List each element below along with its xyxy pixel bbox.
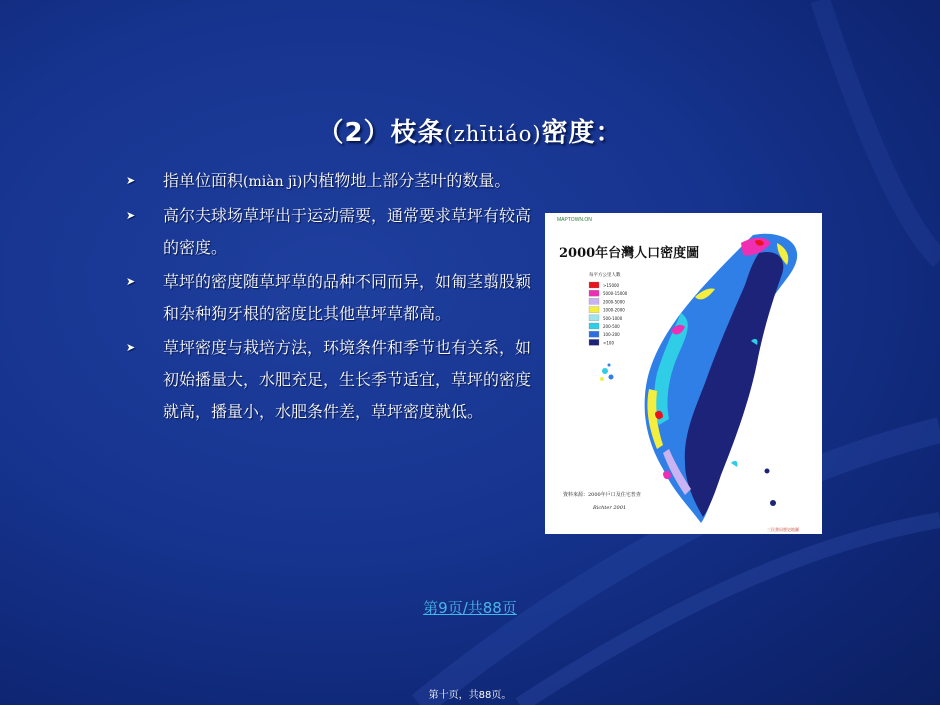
- bullet-pinyin: (miàn jī): [243, 174, 303, 190]
- taiwan-density-map: [545, 213, 822, 534]
- map-corner-mark: 三民書局歷史地圖: [767, 527, 799, 532]
- bullet-item-golf: [122, 200, 532, 264]
- legend-swatch: [589, 282, 599, 288]
- bullet-item-definition: [122, 165, 532, 198]
- legend-label: 5000-15000: [603, 291, 628, 297]
- arrowhead-bullet-icon: ➤: [126, 209, 136, 222]
- title-prefix: （2）枝条: [317, 118, 445, 148]
- map-source-note: 資料來源：2000年戶口及住宅普查: [563, 492, 641, 498]
- map-logo: MAPTOWN.ON: [557, 217, 592, 223]
- legend-title: 每平方公里人數: [589, 273, 621, 278]
- arrowhead-bullet-icon: ➤: [126, 174, 136, 187]
- map-author-note: Richter 2001: [593, 505, 627, 511]
- legend-swatch: [589, 315, 599, 321]
- legend-swatch: [589, 339, 599, 345]
- bullet-text: 草坪密度与栽培方法，环境条件和季节也有关系，如初始播量大，水肥充足，生长季节适宜，草坪的密度就高，播量小，水肥条件差，草坪密度就低。: [163, 338, 532, 421]
- legend-label: <100: [603, 340, 614, 346]
- legend-swatch: [589, 307, 599, 313]
- legend-swatch: [589, 298, 599, 304]
- title-suffix: 密度：: [541, 118, 623, 148]
- taiwan-island-shape: [600, 234, 797, 523]
- bullet-text: 指单位面积: [163, 171, 244, 190]
- slide-title: [0, 112, 940, 149]
- legend-swatch: [589, 331, 599, 337]
- title-pinyin: (zhītiáo): [444, 122, 542, 146]
- legend-label: 500-1000: [603, 315, 623, 321]
- legend-swatch: [589, 290, 599, 296]
- legend-label: 2000-5000: [603, 299, 625, 305]
- footer-page-note: 第十页，共88页。: [428, 690, 512, 701]
- arrowhead-bullet-icon: ➤: [126, 275, 136, 288]
- bullet-text: 内植物地上部分茎叶的数量。: [302, 171, 511, 190]
- legend-label: 200-500: [603, 324, 620, 329]
- legend-label: >15000: [603, 283, 620, 288]
- bullet-text: 高尔夫球场草坪出于运动需要，通常要求草坪有较高的密度。: [163, 206, 532, 257]
- arrowhead-bullet-icon: ➤: [126, 341, 136, 354]
- map-title: 2000年台灣人口密度圖: [559, 246, 700, 261]
- page-number-link[interactable]: 第9页/共88页: [423, 599, 517, 617]
- legend-label: 100-200: [603, 332, 620, 338]
- bullet-list: [122, 165, 532, 430]
- bullet-item-cultivation: [122, 332, 532, 428]
- bullet-text: 草坪的密度随草坪草的品种不同而异，如匍茎翦股颖和杂种狗牙根的密度比其他草坪草都高。: [163, 272, 532, 323]
- legend-swatch: [589, 323, 599, 329]
- legend-label: 1000-2000: [603, 307, 625, 313]
- map-legend: [589, 282, 628, 345]
- bullet-item-variety: [122, 266, 532, 330]
